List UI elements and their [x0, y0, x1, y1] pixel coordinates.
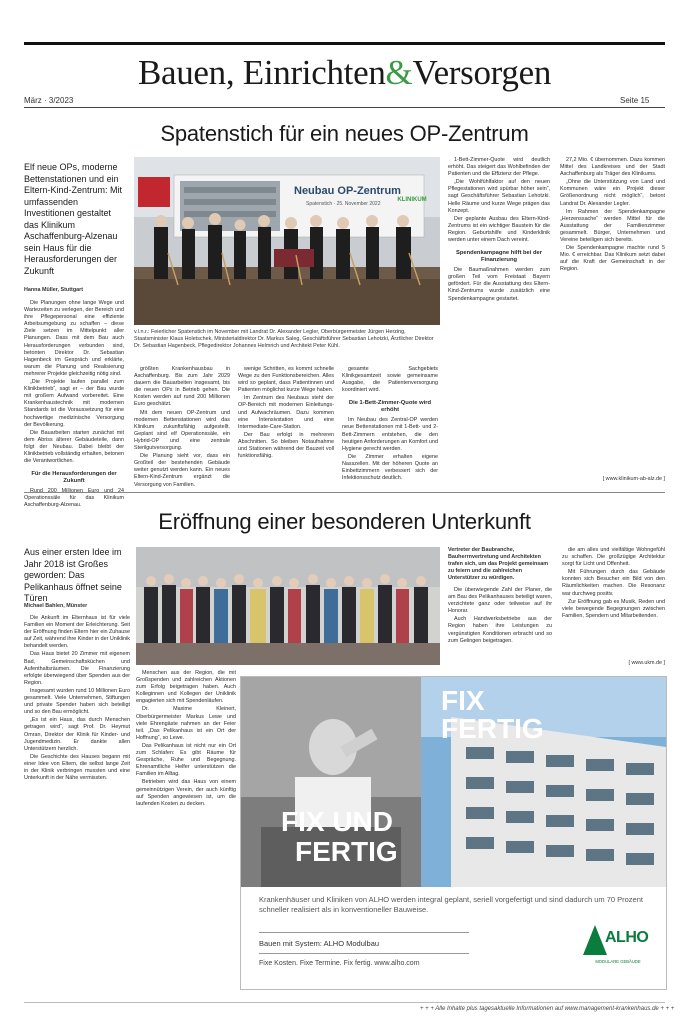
- subheading: Für die Herausforderungen der Zukunft: [31, 471, 117, 485]
- paragraph: Das Haus bietet 20 Zimmer mit eigenem Bad, Gemeinschaftsküchen und Aufenthaltsräumen. Die Finanzierung erfolgte überwiegend über Spenden aus der Region.: [24, 651, 130, 686]
- paragraph: „Die Wohlfühlfaktor auf den neuen Pflegestationen wird spürbar höher sein“, sagt Geschäftsführer Sebastian Lehotzki. Helle Räume und kurze Wege prägen das Konzept.: [448, 179, 550, 214]
- paragraph: Die Geschichte des Hauses begann mit einer Idee von Eltern, die selbst lange Zeit in der Klinik verbringen mussten und eine Unterkunft in der Nähe vermissten.: [24, 753, 130, 782]
- paragraph: Die Planungen ohne lange Wege und Wartezeiten zu verlegen, der Bereich und ihre Pflegepersonal eine effiziente Arbeitsumgebung zu schaffen – diese Ziele setzen im Mittelpunkt aller Planungen. Dass mit dem Bau auch Herausforderungen verbunden sind, betonten Direktor Dr. Sebastian Hagenbeck im Gespräch und erklärte, warum die Planung und Realisierung mehrerer Projekte gleichzeitig nötig sind.: [24, 300, 124, 377]
- alho-logo-subtext: MODULARE GEBÄUDE: [595, 959, 641, 964]
- paragraph: Betrieben wird das Haus von einem gemeinnützigen Verein, der auch künftig auf Spenden angewiesen ist, um die laufenden Kosten zu decken.: [136, 779, 236, 807]
- article1-column5: [448, 157, 550, 486]
- paragraph: „Die Projekte laufen parallel zum Klinikbetrieb“, sagt er – der Bau wurde mit großem Aufwand vorbereitet. Eine Krankenhaustechnik mit modernen Standards ist die Voraussetzung für eine hochwertige medizinische Versorgung der Bevölkerung.: [24, 379, 124, 428]
- article2-column1: [24, 615, 130, 997]
- ad-divider: [259, 932, 469, 933]
- article1-headline: Spatenstich für ein neues OP-Zentrum: [160, 121, 529, 146]
- ad-headline-bottom-line2: FERTIG: [295, 836, 398, 867]
- paragraph: Zur Eröffnung gab es Musik, Reden und viele bewegende Begegnungen zwischen Familien, Spendern und Mitarbeitenden.: [562, 598, 665, 619]
- article1-column6: [560, 157, 665, 471]
- article2-teaser: Aus einer ersten Idee im Jahr 2018 ist Großes geworden: Das Pelikanhaus öffnet seine Türen: [24, 547, 122, 603]
- masthead-rule: [24, 42, 665, 45]
- sign-subtitle: Spatenstich · 25. November 2022: [306, 201, 381, 207]
- paragraph: Die Zimmer erhalten eigene Nasszellen. Mit der höheren Quote an Einbettzimmern verbessert sich der Infektionsschutz deutlich.: [342, 453, 438, 482]
- article2-column2: [136, 670, 236, 990]
- article-divider: [24, 492, 665, 493]
- paragraph: Der Bau erfolgt in mehreren Abschnitten. So bleiben Notaufnahme und Stationen während der Bauzeit voll funktionsfähig.: [238, 431, 334, 460]
- ad-tagline: Bauen mit System: ALHO Modulbau: [259, 939, 380, 948]
- paragraph: wenige Schritten, es kommt schnelle Wege zu den Funktionsbereichen. Alles wird so geplant, dass Patientinnen und Patienten möglichst kurze Wege haben.: [238, 366, 334, 394]
- ad-divider: [259, 953, 469, 954]
- paragraph: „Ohne die Unterstützung von Land und Kommunen wäre ein Projekt dieser Größenordnung nicht möglich“, betont Landrat Dr. Alexander Legler.: [560, 179, 665, 207]
- article1-column2: [134, 366, 230, 486]
- subheading: Die 1-Bett-Zimmer-Quote wird erhöht: [348, 400, 432, 414]
- masthead-title-part2: Versorgen: [412, 53, 552, 92]
- article1-author: Hanna Müller, Stuttgart: [24, 287, 84, 293]
- subheading: Spendenkampagne hilft bei der Finanzierung: [455, 250, 542, 264]
- paragraph: Mit dem neuen OP-Zentrum und modernen Bettenstationen wird das Klinikum zukunftsfähig aufgestellt. Geplant sind elf Operationssäle, ein Hybrid-OP und eine zentrale Sterilgutversorgung.: [134, 409, 230, 452]
- group-photo-illustration: [136, 547, 440, 665]
- paragraph: Die Spendenkampagne machte rund 5 Mio. € erreichbar. Das Klinikum setzt dabei auf die Kraft der Gemeinschaft in der Region.: [560, 245, 665, 273]
- ad-body-text: Krankenhäuser und Kliniken von ALHO werden integral geplant, seriell vorgefertigt und sind dadurch um 70 Prozent schneller realisiert als in konventioneller Bauweise.: [259, 895, 643, 914]
- ad-headline-top-line2: FERTIG: [441, 713, 544, 744]
- ad-subline: Fixe Kosten. Fixe Termine. Fix fertig. www.alho.com: [259, 960, 420, 967]
- ad-headline-bottom: [281, 807, 398, 867]
- article2-column4: [562, 547, 665, 657]
- article1-photo-caption: v.l.n.r.: Feierlicher Spatenstich im November mit Landrat Dr. Alexander Legler, Oberbürgermeister Jürgen Herzing, Staatsminister Klaus Holetschek, Ministerialdirektor Dr. Markus Saleg, Geschäftsführer Sebastian Lehotzki, Ärztlicher Direktor Dr. Sebastian Hagenbeck, Pflegedirektor Johannes Helmrich und Architekt Peter Kühl.: [134, 329, 434, 349]
- paragraph: Auch Handwerksbetriebe aus der Region haben ihre Leistungen zu vergünstigten Konditionen erbracht und so zum Gelingen beigetragen.: [448, 616, 552, 644]
- paragraph: Das Pelikanhaus ist nicht nur ein Ort zum Schlafen: Es gibt Räume für Gespräche, Ruhe und Begegnung. Ehrenamtliche Helfer unterstützen die Familien im Alltag.: [136, 742, 236, 778]
- paragraph: Menschen aus der Region, die mit Großspenden und zahlreichen Aktionen zum Erfolg beigetragen haben. Auch Kolleginnen und Kollegen der Uniklinik engagierten sich mit Spendenläufen.: [136, 670, 236, 705]
- masthead-ampersand: &: [385, 53, 413, 92]
- paragraph: die am alles und vielfältige Wohngefühl zu schaffen. Die großzügige Architektur sorgt für Licht und Offenheit.: [562, 547, 665, 568]
- alho-advertisement[interactable]: [240, 676, 667, 990]
- paragraph: Der geplante Ausbau des Eltern-Kind-Zentrums ist ein wichtiger Baustein für die Region. Geburtshilfe und Kinderklinik werden unter einem Dach vereint.: [448, 215, 550, 244]
- paragraph: Die Planung sieht vor, dass ein Großteil der bestehenden Gebäude weiter genutzt werden kann. Ein neues Eltern-Kind-Zentrum ergänzt die Versorgung von Familien.: [134, 453, 230, 488]
- masthead-title-part1: Bauen, Einrichten: [137, 53, 386, 92]
- article1-column1: [24, 300, 124, 509]
- alho-logo: [581, 923, 651, 973]
- article1-website-link[interactable]: [ www.klinikum-ab-alz.de ]: [602, 476, 665, 482]
- footer-promo[interactable]: + + + Alle Inhalte plus tagesaktuelle Informationen auf www.management-krankenhaus.de + + +: [420, 1006, 675, 1012]
- paragraph: Die überwiegende Zahl der Planer, die am Bau des Pelikanhauses beteiligt waren, verzichtete ganz oder teilweise auf ihr Honorar.: [448, 587, 552, 615]
- article1-column4: [342, 366, 438, 486]
- paragraph: Dr. Maxime Kleinert, Oberbürgermeister Markus Lewe und viele Ehrengäste nahmen an der Feier teil. „Das Pelikanhaus ist ein Ort der Hoffnung“, so Lewe.: [136, 706, 236, 741]
- paragraph: Die Baumaßnahmen werden zum großen Teil vom Freistaat Bayern gefördert. Für die Ausstattung des Eltern-Kind-Zentrums wurde zusätzlich eine Spendenkampagne gestartet.: [448, 267, 550, 302]
- paragraph: Im Rahmen der Spendenkampagne „Herzenssache“ werden Mittel für die Ausstattung der Familienzimmer gesammelt. Bürger, Unternehmen und Vereine beteiligen sich bereits.: [560, 208, 665, 244]
- footer-rule: [24, 1002, 665, 1003]
- paragraph: Mit Führungen durch das Gebäude konnten sich Besucher ein Bild von den Räumlichkeiten machen. Die Resonanz war durchweg positiv.: [562, 569, 665, 597]
- ad-headline-bottom-line1: FIX UND: [281, 806, 393, 837]
- article2-headline: Eröffnung einer besonderen Unterkunft: [158, 509, 531, 534]
- article2-column3: [448, 547, 552, 671]
- alho-logo-text: ALHO: [605, 929, 649, 946]
- paragraph: Im Zentrum des Neubaus steht der OP-Bereich mit modernen Einleitungs- und Aufwachräumen. Dazu kommen eine Intensivstation und eine Intermediate-Care-Station.: [238, 395, 334, 430]
- paragraph: „Es ist ein Haus, das durch Menschen getragen wird“, sagt Prof. Dr. Heymut Omran, Direktor der Klinik für Kinder- und Jugendmedizin. Er dankte allen Unterstützern herzlich.: [24, 717, 130, 752]
- article2-website-link[interactable]: [ www.ukm.de ]: [628, 660, 665, 666]
- opening-group-photo: [136, 547, 440, 665]
- paragraph: Im Neubau des Zentral-OP werden neue Bettenstationen mit 1-Bett- und 2-Bett-Zimmern entstehen, die den heutigen Anforderungen an Komfort und Hygiene gerecht werden.: [342, 417, 438, 452]
- paragraph: größten Krankenhausbau in Aschaffenburg. Bis zum Jahr 2029 dauern die Bauarbeiten insgesamt, bis die neuen OPs in Betrieb gehen. Die Kosten werden auf rund 200 Millionen Euro geschätzt.: [134, 366, 230, 408]
- sign-logo: KLINIKUM: [397, 197, 427, 203]
- groundbreaking-photo-illustration: [134, 157, 440, 325]
- sign-title: Neubau OP-Zentrum: [294, 185, 401, 197]
- header-divider: [24, 107, 665, 108]
- masthead: [24, 54, 665, 92]
- article2-photo-caption: Vertreter der Baubranche, Bauherrnvertretung und Architekten trafen sich, um das Projekt gemeinsam zu feiern und die zahlreichen Unterstützer zu würdigen.: [448, 547, 549, 581]
- ad-headline-top: [441, 687, 544, 743]
- article1-column3: [238, 366, 334, 486]
- paragraph: gesamte Sachgebiets Klinikgesamtzeit sowie gemeinsame Ausgabe, die Patientenversorgung koordiniert wird.: [342, 366, 438, 394]
- paragraph: Die Ankunft im Elternhaus ist für viele Familien ein Moment der Erleichterung. Seit der Eröffnung finden Eltern hier ein Zuhause auf Zeit, während ihre Kinder in der Uniklinik behandelt werden.: [24, 615, 130, 650]
- page-number: Seite 15: [620, 96, 650, 105]
- paragraph: 27,2 Mio. € übernommen. Dazu kommen Mittel des Landkreises und der Stadt Aschaffenburg als Träger des Klinikums.: [560, 157, 665, 178]
- paragraph: 1-Bett-Zimmer-Quote wird deutlich erhöht. Das steigert das Wohlbefinden der Patienten und die Effizienz der Pflege.: [448, 157, 550, 178]
- article1-teaser: Elf neue OPs, moderne Bettenstationen und ein Eltern-Kind-Zentrum: Mit umfassenden Investitionen gestaltet das Klinikum Aschaffenburg-Alzenau sein Haus für die Herausforderungen der Zukunft: [24, 162, 123, 276]
- groundbreaking-photo: [134, 157, 440, 325]
- paragraph: Die Bauarbeiten starten zunächst mit dem Abriss älterer Gebäudeteile, dann folgt der Neubau. Dabei bleibt der Klinikbetrieb vollständig erhalten, betonen die Verantwortlichen.: [24, 429, 124, 465]
- paragraph: Insgesamt wurden rund 10 Millionen Euro gesammelt. Viele Unternehmen, Stiftungen und private Spender haben sich beteiligt und so den Bau ermöglicht.: [24, 687, 130, 716]
- article2-author: Michael Bahlen, Münster: [24, 603, 88, 609]
- dateline: März · 3/2023: [24, 96, 74, 105]
- ad-headline-top-line1: FIX: [441, 685, 485, 716]
- paragraph: Operationssäle für das Klinikum Aschaffenburg-Alzenau.: [24, 495, 124, 509]
